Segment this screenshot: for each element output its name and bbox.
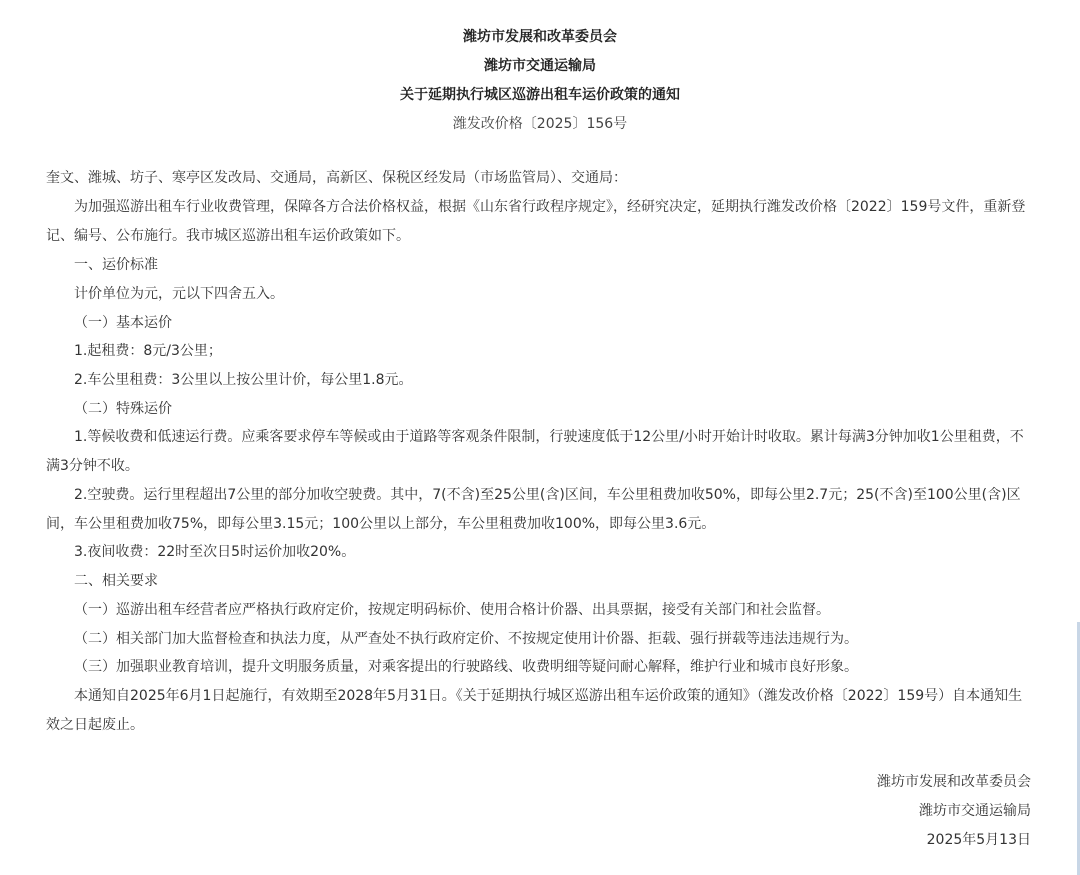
section-heading-requirements: 二、相关要求 bbox=[74, 573, 158, 589]
signature-org-2: 潍坊市交通运输局 bbox=[919, 803, 1031, 819]
requirement-2: （二）相关部门加大监督检查和执法力度，从严查处不执行政府定价、不按规定使用计价器、拒载、强行拼载等违法违规行为。 bbox=[74, 631, 858, 647]
intro-paragraph: 为加强巡游出租车行业收费管理，保障各方合法价格权益，根据《山东省行政程序规定》，经研究决定，延期执行潍发改价格〔2022〕159号文件，重新登记、编号、公布施行。我市城区巡游出租车运价政策如下。 bbox=[46, 199, 1026, 244]
requirement-1: （一）巡游出租车经营者应严格执行政府定价，按规定明码标价、使用合格计价器、出具票据，接受有关部门和社会监督。 bbox=[74, 602, 830, 618]
recipients: 奎文、潍城、坊子、寒亭区发改局、交通局，高新区、保税区经发局（市场监管局）、交通局： bbox=[46, 170, 627, 186]
document-number: 潍发改价格〔2025〕156号 bbox=[452, 116, 628, 132]
item-km-fee: 2.车公里租费：3公里以上按公里计价，每公里1.8元。 bbox=[74, 372, 413, 388]
subheading-special-fare: （二）特殊运价 bbox=[74, 401, 172, 417]
document-title: 关于延期执行城区巡游出租车运价政策的通知 bbox=[400, 87, 680, 103]
item-night-fee: 3.夜间收费：22时至次日5时运价加收20%。 bbox=[74, 544, 356, 560]
item-start-fee: 1.起租费：8元/3公里； bbox=[74, 343, 222, 359]
signature-date: 2025年5月13日 bbox=[926, 832, 1031, 848]
item-wait-fee: 1.等候收费和低速运行费。应乘客要求停车等候或由于道路等客观条件限制，行驶速度低于12公里/小时开始计时收取。累计每满3分钟加收1公里租费，不满3分钟不收。 bbox=[46, 429, 1024, 474]
signature-org-1: 潍坊市发展和改革委员会 bbox=[877, 774, 1031, 790]
issuer-2: 潍坊市交通运输局 bbox=[484, 58, 596, 74]
requirement-3: （三）加强职业教育培训，提升文明服务质量，对乘客提出的行驶路线、收费明细等疑问耐心解释，维护行业和城市良好形象。 bbox=[74, 659, 858, 675]
effective-date-paragraph: 本通知自2025年6月1日起施行，有效期至2028年5月31日。《关于延期执行城区巡游出租车运价政策的通知》（潍发改价格〔2022〕159号）自本通知生效之日起废止。 bbox=[46, 688, 1023, 733]
subheading-basic-fare: （一）基本运价 bbox=[74, 315, 172, 331]
section-heading-fare-standard: 一、运价标准 bbox=[74, 257, 158, 273]
item-empty-fee: 2.空驶费。运行里程超出7公里的部分加收空驶费。其中，7(不含)至25公里(含)区间，车公里租费加收50%，即每公里2.7元；25(不含)至100公里(含)区间，车公里租费加收75%，即每公里3.15元；100公里以上部分，车公里租费加收100%，即每公里3.6元。 bbox=[46, 487, 1021, 532]
issuer-1: 潍坊市发展和改革委员会 bbox=[463, 29, 617, 45]
unit-note: 计价单位为元，元以下四舍五入。 bbox=[74, 286, 284, 302]
